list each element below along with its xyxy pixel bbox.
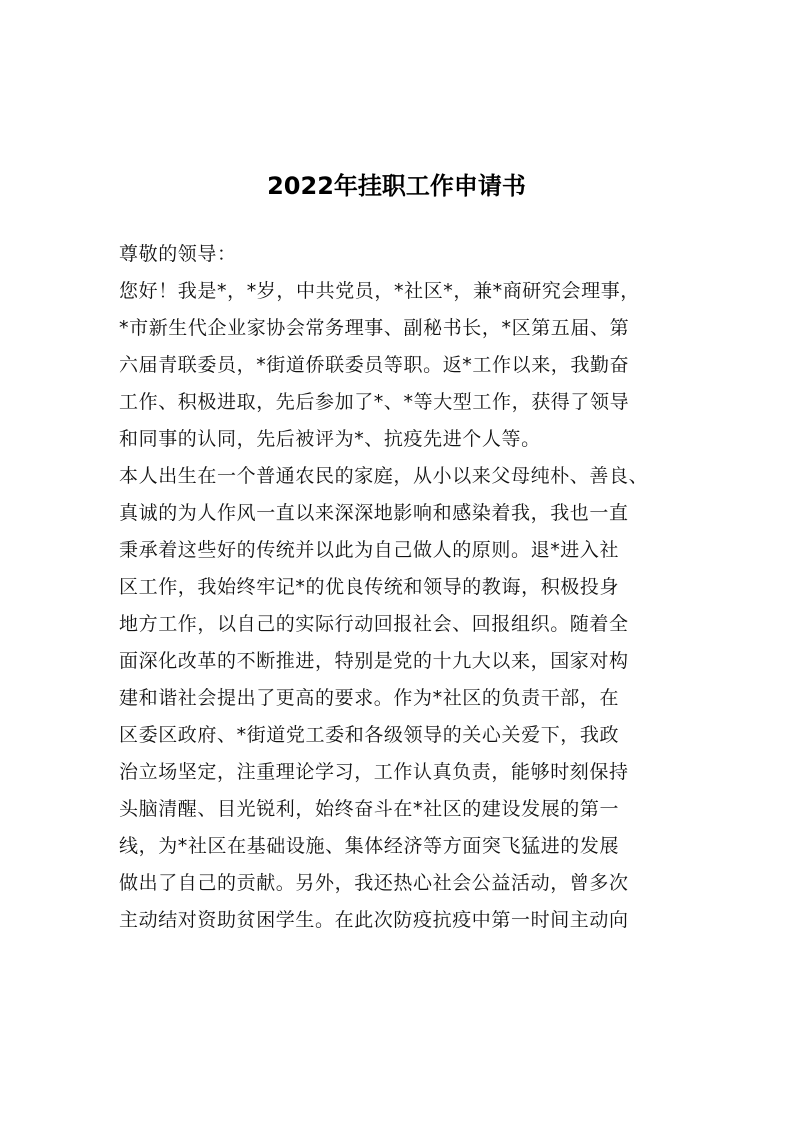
document-body [119, 236, 675, 939]
body-line: 区委区政府、*街道党工委和各级领导的关心关爱下，我政 [119, 724, 620, 746]
body-line: 工作、积极进取，先后参加了*、*等大型工作，获得了领导 [119, 391, 630, 413]
body-line: 您好！我是*，*岁，中共党员，*社区*，兼*商研究会理事， [119, 280, 640, 302]
salutation-line: 尊敬的领导： [119, 243, 237, 265]
body-line: 主动结对资助贫困学生。在此次防疫抗疫中第一时间主动向 [119, 909, 629, 931]
body-line: 线，为*社区在基础设施、集体经济等方面突飞猛进的发展 [119, 835, 620, 857]
body-line: 做出了自己的贡献。另外，我还热心社会公益活动，曾多次 [119, 872, 629, 894]
body-line: 区工作，我始终牢记*的优良传统和领导的教诲，积极投身 [119, 576, 620, 598]
body-line: 真诚的为人作风一直以来深深地影响和感染着我，我也一直 [119, 502, 629, 524]
body-line: 秉承着这些好的传统并以此为自己做人的原则。退*进入社 [119, 539, 620, 561]
body-line: 治立场坚定，注重理论学习，工作认真负责，能够时刻保持 [119, 761, 629, 783]
body-line: 和同事的认同，先后被评为*、抗疫先进个人等。 [119, 428, 541, 450]
body-line: 面深化改革的不断推进，特别是党的十九大以来，国家对构 [119, 650, 629, 672]
body-line: 建和谐社会提出了更高的要求。作为*社区的负责干部，在 [119, 687, 620, 709]
body-line: 头脑清醒、目光锐利，始终奋斗在*社区的建设发展的第一 [119, 798, 620, 820]
body-line: 地方工作，以自己的实际行动回报社会、回报组织。随着全 [119, 613, 629, 635]
body-line: 本人出生在一个普通农民的家庭，从小以来父母纯朴、善良、 [119, 465, 649, 487]
document-title: 2022年挂职工作申请书 [267, 172, 526, 200]
body-line: *市新生代企业家协会常务理事、副秘书长，*区第五届、第 [119, 317, 630, 339]
body-line: 六届青联委员，*街道侨联委员等职。返*工作以来，我勤奋 [119, 354, 630, 376]
